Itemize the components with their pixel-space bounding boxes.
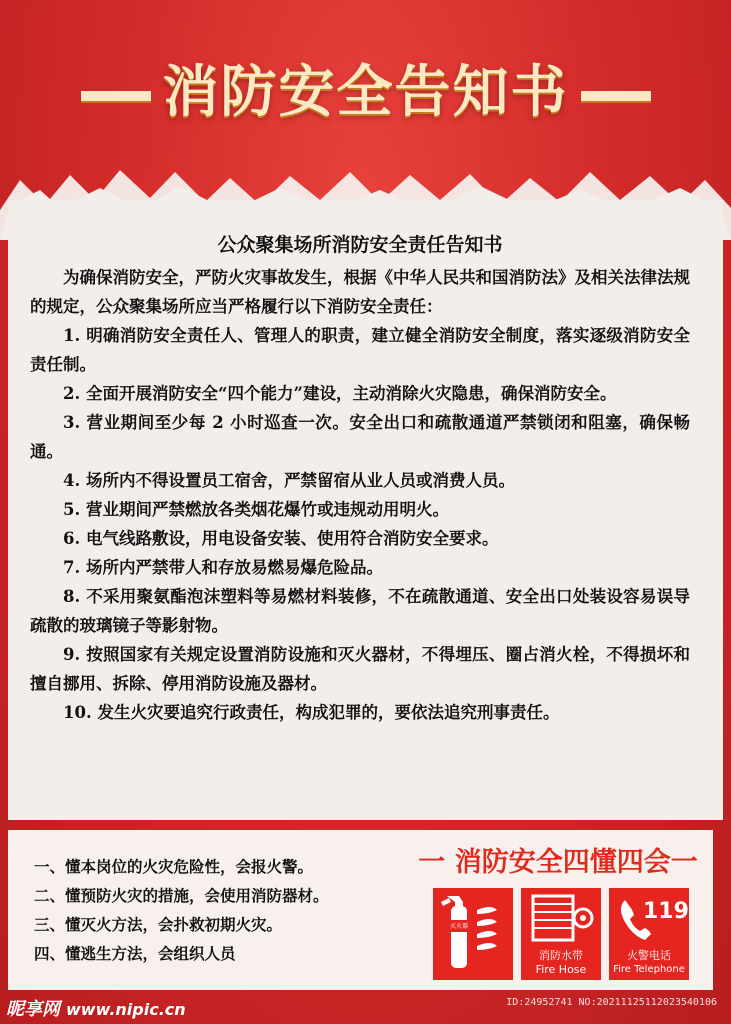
notice-intro: 为确保消防安全，严防火灾事故发生，根据《中华人民共和国消防法》及相关法律法规的规定，公众聚集场所应当严格履行以下消防安全责任： bbox=[30, 268, 690, 316]
site-watermark bbox=[6, 995, 186, 1021]
fire-telephone-label-en: Fire Telephone bbox=[613, 964, 685, 975]
notice-item-10: 10. 发生火灾要追究行政责任，构成犯罪的，要依法追究刑事责任。 bbox=[63, 703, 560, 722]
list-item: 二、懂预防火灾的措施，会使用消防器材。 bbox=[34, 886, 329, 905]
notice-item-8: 8. 不采用聚氨酯泡沫塑料等易燃材料装修，不在疏散通道、安全出口处装设容易误导疏散的玻璃镜子等影射物。 bbox=[30, 587, 690, 635]
fire-telephone-icon bbox=[609, 888, 689, 980]
list-item: 三、懂灭火方法，会扑救初期火灾。 bbox=[34, 915, 283, 934]
notice-heading: 公众聚集场所消防安全责任告知书 bbox=[217, 234, 503, 256]
watermark-brand: 昵享网 bbox=[6, 999, 60, 1020]
watermark-url: www.nipic.cn bbox=[66, 1000, 186, 1019]
fire-telephone-number: 119 bbox=[643, 899, 689, 924]
fire-hose-label-en: Fire Hose bbox=[535, 963, 587, 976]
notice-item-2: 2. 全面开展消防安全“四个能力”建设，主动消除火灾隐患，确保消防安全。 bbox=[63, 384, 617, 403]
notice-item-6: 6. 电气线路敷设，用电设备安装、使用符合消防安全要求。 bbox=[63, 529, 499, 548]
fire-telephone-label-cn: 火警电话 bbox=[627, 949, 671, 962]
notice-panel bbox=[8, 200, 723, 820]
notice-item-7: 7. 场所内严禁带人和存放易燃易爆危险品。 bbox=[63, 558, 383, 577]
fire-hose-label-cn: 消防水带 bbox=[539, 949, 583, 962]
notice-item-5: 5. 营业期间严禁燃放各类烟花爆竹或违规动用明火。 bbox=[63, 500, 449, 519]
poster-title bbox=[0, 48, 731, 128]
title-dash-right bbox=[581, 91, 651, 101]
list-item: 四、懂逃生方法，会组织人员 bbox=[34, 944, 236, 963]
four-knows-title: 一 消防安全四懂四会一 bbox=[418, 847, 698, 878]
title-text: 消防安全告知书 bbox=[162, 60, 569, 125]
notice-item-9: 9. 按照国家有关规定设置消防设施和灭火器材，不得埋压、圈占消火栓，不得损坏和擅自挪用、拆除、停用消防设施及器材。 bbox=[30, 645, 690, 693]
fire-hose-icon bbox=[521, 888, 601, 980]
image-id-text: ID:24952741 NO:20211125112023540106 bbox=[506, 997, 717, 1008]
four-knows-list bbox=[34, 852, 329, 968]
four-knows-panel bbox=[8, 830, 713, 990]
notice-item-4: 4. 场所内不得设置员工宿舍，严禁留宿从业人员或消费人员。 bbox=[63, 471, 515, 490]
extinguisher-tag: 灭火器 bbox=[449, 923, 468, 930]
fire-extinguisher-icon bbox=[433, 888, 513, 980]
notice-item-1: 1. 明确消防安全责任人、管理人的职责，建立健全消防安全制度，落实逐级消防安全责任制。 bbox=[30, 326, 690, 374]
notice-item-3: 3. 营业期间至少每 2 小时巡查一次。安全出口和疏散通道严禁锁闭和阻塞，确保畅通。 bbox=[30, 413, 690, 461]
title-dash-left bbox=[81, 91, 151, 101]
list-item: 一、懂本岗位的火灾危险性，会报火警。 bbox=[34, 857, 314, 876]
